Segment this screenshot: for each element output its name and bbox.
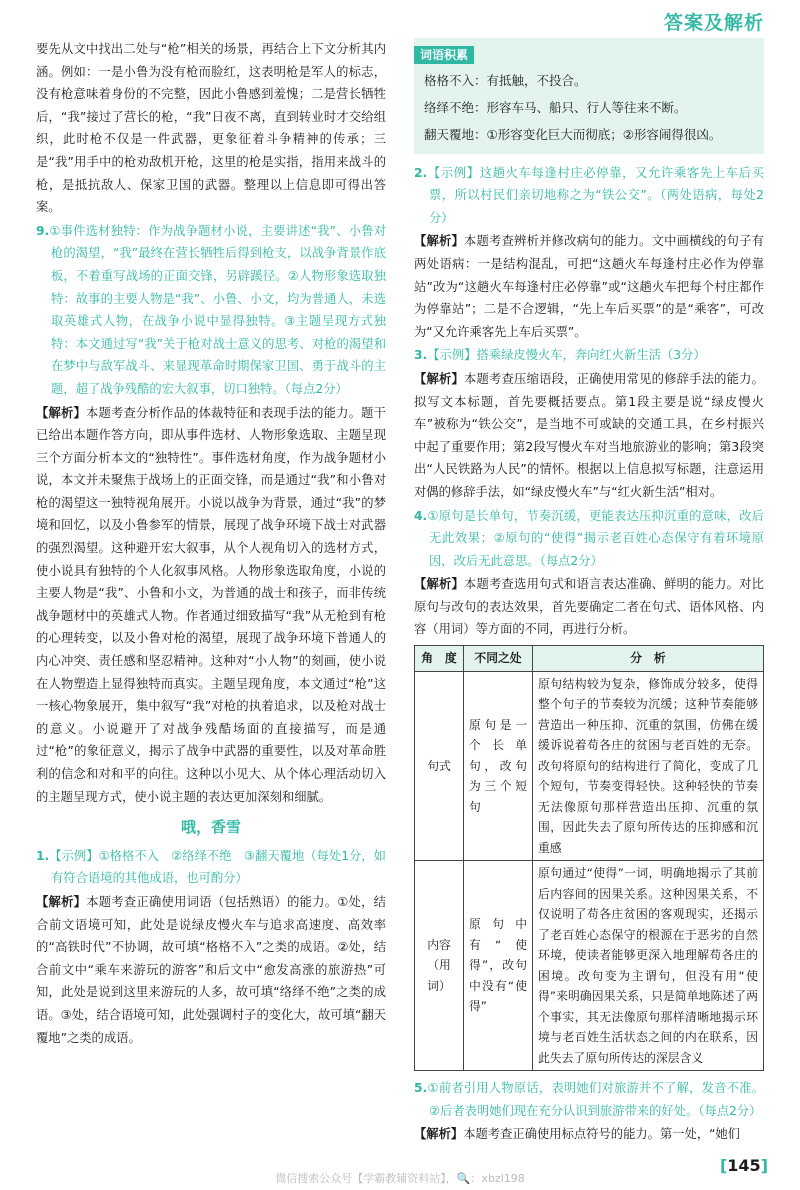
s-q1-tag: 【示例】 [49,848,99,863]
q4-analysis [414,573,764,641]
table-row [415,671,764,861]
q4-answer-text: ①原句是长单句，节奏沉缓，更能表达压抑沉重的意味，改后无此效果；②原句的“使得”揭示老百姓心态保守有着环境原因，改后无此意思。（每点2分） [427,508,764,568]
q9-analysis [36,402,386,809]
q9-number: 9. [36,223,50,238]
q5-analysis-tag: 【解析】 [414,1127,464,1142]
q5-analysis [414,1123,764,1146]
vocab-item: 络绎不绝：形容车马、船只、行人等往来不断。 [424,99,687,115]
q3-answer-text: 搭乘绿皮慢火车，奔向红火新生活（3分） [476,348,706,363]
q4-analysis-text: 本题考查选用句式和语言表达准确、鲜明的能力。对比原句与改句的表达效果，首先要确定二者在句式、语体风格、内容（用词）等方面的不同，再进行分析。 [414,577,764,637]
table-header: 不同之处 [464,646,533,672]
s-q1-tag-text: 示例 [61,848,87,863]
vocab-label: 词语积累 [414,46,474,64]
footer-watermark: 微信搜索公众号【学霸教辅资料站】，🔍：xbzl198 [275,1172,525,1185]
q2-answer-text: 这趟火车每逢村庄必停靠，又允许乘客先上车后买票，所以村民们亲切地称之为“铁公交”。（两处语病，每处2分） [429,165,764,225]
table-cell-diff: 原句是一个长单句，改句为三个短句 [464,671,533,861]
s-q1-analysis [36,891,386,1049]
q2-answer [414,162,764,230]
q5-number: 5. [414,1081,428,1096]
q2-analysis-tag: 【解析】 [414,234,465,249]
table-cell-analysis: 原句结构较为复杂，修饰成分较多，使得整个句子的节奏较为沉缓；这种节奏能够营造出一种压抑、沉重的氛围，仿佛在缓缓诉说着苟各庄的贫困与老百姓的无奈。改句将原句的结构进行了简化，变成了几个短句，节奏变得轻快。这种轻快的节奏无法像原句那样营造出压抑、沉重的氛围，因此失去了原句所传达的压抑感和沉重感 [533,671,764,861]
q2-analysis [414,230,764,343]
s-q1-answer-text: ①格格不入 ②络绎不绝 ③翻天覆地（每处1分，如有符合语境的其他成语，也可酌分） [51,848,386,886]
left-column [36,38,386,1050]
section-title: 哦，香雪 [180,818,241,837]
s-q1-analysis-tag: 【解析】 [36,894,87,909]
table-cell-diff: 原句中有“使得”，改句中没有“使得” [464,861,533,1071]
page-number: [145] [719,1156,768,1175]
header-title: 答案及解析 [663,12,764,34]
q9-answer-text: ①事件选材独特：作为战争题材小说，主要讲述“我”、小鲁对枪的渴望，“我”最终在营长牺牲后得到枪支，以战争背景作底板，不着重写战场的正面交锋，另辟蹊径。②人物形象选取独特：故事的主要人物是“我”、小鲁、小文，均为普通人，未选取英雄式人物，在战争小说中显得独特。③主题呈现方式独特：本文通过写“我”关于枪对战士意义的思考、对枪的渴望和在梦中与敌军战斗、来显现革命时期保家卫国、勇于战斗的主题，超了战争残酷的宏大叙事，切口独特。（每点2分） [49,223,386,396]
table-cell-angle: 句式 [415,671,464,861]
vocab-box [414,38,764,154]
q9-analysis-tag: 【解析】 [36,405,87,420]
page-number-text: 145 [727,1156,761,1175]
q4-analysis-tag: 【解析】 [414,577,465,592]
q3-analysis-tag: 【解析】 [414,371,465,386]
q2-analysis-text: 本题考查辨析并修改病句的能力。文中画横线的句子有两处语病：一是结构混乱，可把“这趟火车每逢村庄必作为停靠站”改为“这趟火车每逢村庄必停靠”或“这趟火车把每个村庄都作为停靠站”；二是不合逻辑，“先上车后买票”的是“乘客”，可改为“又允许乘客先上车后买票”。 [414,234,764,339]
s-q1-number: 1. [36,848,50,863]
s-q1-answer [36,845,386,890]
q9-analysis-text: 本题考查分析作品的体裁特征和表现手法的能力。题干已给出本题作答方向，即从事件选材、人物形象选取、主题呈现三个方面分析本文的“独特性”。事件选材角度，作为战争题材小说，本文并未聚焦于战场上的正面交锋，而是通过“我”和小鲁对枪的渴望这一独特视角展开。小说以战争为背景，通过“我”的梦境和回忆，以及小鲁参军的情景，展现了战争环境下战士对武器的强烈渴望。这种避开宏大叙事，从个人视角切入的选材方式，使小说具有独特的个人化叙事风格。人物形象选取角度，小说的主要人物是“我”、小鲁和小文，为普通的战士和孩子，而非传统战争题材中的英雄式人物。作者通过细致描写“我”从无枪到有枪的心理转变，以及小鲁对枪的渴望，展现了战争环境下普通人的内心冲突、责任感和坚忍精神。这种对“小人物”的刻画，使小说在人物塑造上显得独特而真实。主题呈现角度，本文通过“枪”这一核心物象展开，集中叙写“我”对枪的执着追求，以及枪对战士的意义。小说避开了对战争残酷场面的直接描写，而是通过“枪”的象征意义，揭示了战争中武器的重要性，以及对革命胜利的信念和对和平的向往。这种以小见大、从个体心理活动切入的主题呈现方式，使小说主题的表达更加深刻和细腻。 [36,405,386,804]
table-header-row [415,646,764,672]
q2-tag-text: 示例 [440,165,467,180]
q2-tag: 【示例】 [427,165,480,180]
q5-answer-text: ①前者引用人物原话，表明她们对旅游并不了解，发音不准。②后者表明她们现在充分认识到旅游带来的好处。（每点2分） [427,1081,764,1118]
q3-number: 3. [414,348,428,363]
table-cell-angle: 内容（用词） [415,861,464,1071]
q4-number: 4. [414,508,428,523]
q9-answer [36,220,386,401]
q5-analysis-text: 本题考查正确使用标点符号的能力。第一处，“她们 [463,1127,741,1142]
s-q1-analysis-text: 本题考查正确使用词语（包括熟语）的能力。①处，结合前文语境可知，此处是说绿皮慢火车与追求高速度、高效率的“高铁时代”不协调，故可填“格格不入”之类的成语。②处，结合前文中“乘车来游玩的游客”和后文中“愈发高涨的旅游热”可知，此处是说到这里来游玩的人多，故可填“络绎不绝”之类的成语。③处，结合语境可知，此处强调村子的变化大，故可填“翻天覆地”之类的成语。 [36,894,386,1045]
vocab-item: 翻天覆地：①形容变化巨大而彻底；②形容闹得很凶。 [424,126,722,142]
right-column [414,38,764,1147]
analysis-table [414,645,764,1071]
q3-answer [414,344,764,367]
q2-number: 2. [414,165,428,180]
table-header: 分 析 [533,646,764,672]
q3-tag-text: 示例 [439,348,465,363]
table-cell-analysis: 原句通过“使得”一词，明确地揭示了其前后内容间的因果关系。这种因果关系，不仅说明了苟各庄贫困的客观现实，还揭示了老百姓心态保守的根源在于恶劣的自然环境，使读者能够更深入地理解苟各庄的困境。改句变为主谓句，但没有用“使得”来明确因果关系，只是简单地陈述了两个事实，其无法像原句那样清晰地揭示环境与老百姓生活状态之间的内在联系，因此失去了原句所传达的深层含义 [533,861,764,1071]
table-row [415,861,764,1071]
q3-analysis [414,368,764,504]
q3-analysis-text: 本题考查压缩语段，正确使用常见的修辞手法的能力。拟写文本标题，首先要概括要点。第1段主要是说“绿皮慢火车”被称为“铁公交”，是当地不可或缺的交通工具，在乡村振兴中起了重要作用；第2段写慢火车对当地旅游业的影响；第3段突出“人民铁路为人民”的情怀。根据以上信息拟写标题，注意运用对偶的修辞手法，如“绿皮慢火车”与“红火新生活”相对。 [414,371,764,499]
vocab-item: 格格不入：有抵触，不投合。 [424,72,587,88]
table-header: 角 度 [415,646,464,672]
q5-answer [414,1077,764,1122]
q3-tag: 【示例】 [427,348,477,363]
intro-paragraph: 要先从文中找出二处与“枪”相关的场景，再结合上下文分析其内涵。例如：一是小鲁为没有枪而脸红，这表明枪是军人的标志，没有枪意味着身份的不完整，因此小鲁感到羞愧；二是营长牺牲后，“我”接过了营长的枪，“我”日夜不离，直到转业时才交给组织，此时枪不仅是一件武器，更象征着斗争精神的传承；三是“我”用手中的枪劝敌机开枪，这里的枪是实指，指用来战斗的枪，是抵抗敌人、保家卫国的武器。整理以上信息即可得出答案。 [36,42,386,215]
q4-answer [414,505,764,573]
